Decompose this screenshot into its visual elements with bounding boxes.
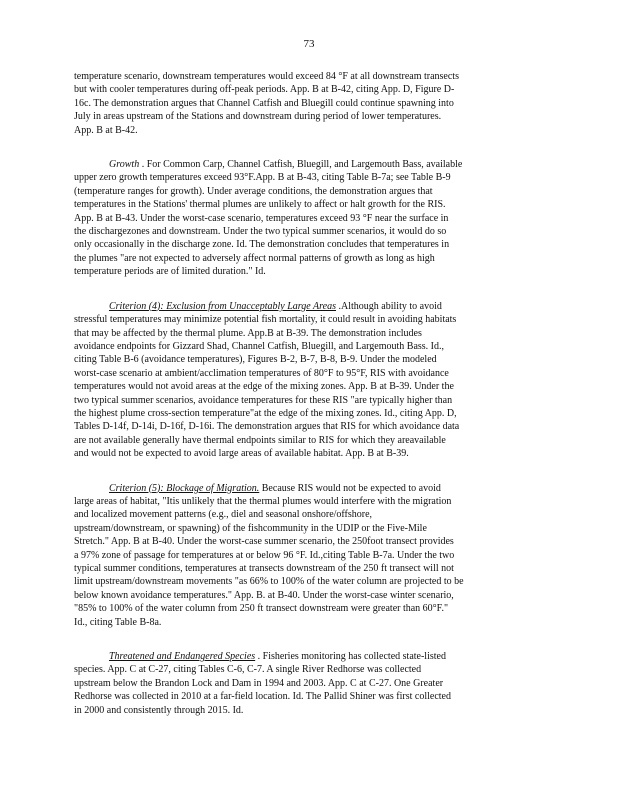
document-body: [74, 70, 546, 738]
text-line: temperatures in the Stations' thermal plumes are unlikely to affect or halt growth for the RIS.: [74, 199, 446, 211]
text-line: July in areas upstream of the Stations and downstream during period of lower temperatures.: [74, 111, 442, 123]
text-line: [74, 300, 546, 313]
text-line: [74, 158, 546, 171]
text-line: the plumes "are not expected to adversely affect normal patterns of growth as long as high: [74, 252, 435, 264]
text-line: a 97% zone of passage for temperatures at or below 96 °F. Id.,citing Table B-7a. Under the two: [74, 549, 455, 561]
text-line: temperatures would not avoid areas at the edge of the mixing zones. App. B at B-39. Under the: [74, 381, 454, 393]
text-line: Tables D-14f, D-14i, D-16f, D-16i. The demonstration argues that RIS for which avoidance data: [74, 421, 460, 433]
text-line: upstream below the Brandon Lock and Dam in 1994 and 2003. App. C at C-27. One Greater: [74, 677, 444, 689]
text-line: temperature scenario, downstream temperatures would exceed 84 °F at all downstream transects: [74, 71, 459, 82]
paragraph-threatened-endangered: [74, 650, 546, 717]
text-line: avoidance endpoints for Gizzard Shad, Channel Catfish, Bluegill, and Largemouth Bass. Id.,: [74, 340, 445, 352]
text-line: only occasionally in the discharge zone. Id. The demonstration concludes that temperatures in: [74, 239, 450, 251]
text-line: in 2000 and consistently through 2015. Id.: [74, 704, 244, 716]
text-line: and would not be expected to avoid large areas of available habitat. App. B at B-39.: [74, 448, 409, 460]
paragraph-spawning-continuation: [74, 70, 546, 137]
text-run: Because RIS would not be expected to avoid: [261, 482, 441, 494]
text-line: [74, 482, 546, 495]
section-heading-criterion-4: Criterion (4): Exclusion from Unacceptably Large Areas: [109, 300, 337, 312]
text-line: species. App. C at C-27, citing Tables C-6, C-7. A single River Redhorse was collected: [74, 664, 422, 676]
text-line: stressful temperatures may minimize potential fish mortality, it could result in avoiding habitats: [74, 314, 457, 326]
text-line: two typical summer scenarios, avoidance temperatures for these RIS "are typically higher than: [74, 394, 453, 406]
text-line: (temperature ranges for growth). Under average conditions, the demonstration argues that: [74, 185, 433, 197]
text-line: the highest plume cross-section temperature"at the edge of the mixing zones. Id., citing App. D,: [74, 407, 457, 419]
text-line: citing Table B-6 (avoidance temperatures), Figures B-2, B-7, B-8, B-9. Under the modeled: [74, 354, 437, 366]
text-line: "85% to 100% of the water column from 250 ft transect downstream were greater than 60°F.": [74, 603, 449, 615]
text-line: Id., citing Table B-8a.: [74, 616, 162, 628]
page-number: 73: [303, 38, 315, 50]
paragraph-growth: [74, 158, 546, 279]
text-line: App. B at B-42.: [74, 124, 138, 136]
text-line: App. B at B-43. Under the worst-case scenario, temperatures exceed 93 °F near the surface in: [74, 212, 449, 224]
text-line: but with cooler temperatures during off-peak periods. App. B at B-42, citing App. D, Figure D-: [74, 84, 455, 96]
text-line: the dischargezones and downstream. Under the two typical summer scenarios, it would do so: [74, 226, 447, 238]
paragraph-criterion-4: [74, 300, 546, 461]
text-line: upstream/downstream, or spawning) of the fishcommunity in the UDIP or the Five-Mile: [74, 522, 427, 534]
paragraph-criterion-5: [74, 482, 546, 629]
text-run: . Fisheries monitoring has collected state-listed: [257, 651, 446, 663]
section-heading-growth: Growth: [109, 159, 140, 171]
text-line: are not available generally have thermal endpoints similar to RIS for which they areavailable: [74, 434, 446, 446]
section-heading-criterion-5: Criterion (5): Blockage of Migration.: [109, 482, 260, 494]
text-line: typical summer conditions, temperatures at transects downstream of the 250 ft transect will not: [74, 563, 454, 574]
text-line: limit upstream/downstream movements "as 66% to 100% of the water column are projected to be: [74, 576, 464, 588]
text-run: .Although ability to avoid: [338, 300, 442, 312]
text-run: . For Common Carp, Channel Catfish, Bluegill, and Largemouth Bass, available: [141, 159, 463, 171]
text-line: upper zero growth temperatures exceed 93°F.App. B at B-43, citing Table B-7a; see Table B-9: [74, 172, 451, 184]
text-line: temperature periods are of limited duration." Id.: [74, 266, 266, 278]
text-line: below known avoidance temperatures." App. B. at B-40. Under the worst-case winter scenario,: [74, 589, 454, 601]
text-line: that may be affected by the thermal plume. App.B at B-39. The demonstration includes: [74, 327, 422, 339]
text-line: large areas of habitat, "Itis unlikely that the thermal plumes would interfere with the migration: [74, 495, 452, 507]
text-line: Redhorse was collected in 2010 at a far-field location. Id. The Pallid Shiner was first collected: [74, 691, 451, 703]
section-heading-threatened-endangered: Threatened and Endangered Species: [109, 651, 256, 663]
text-line: Stretch." App. B at B-40. Under the worst-case summer scenario, the 250foot transect provides: [74, 536, 454, 548]
text-line: and localized movement patterns (e.g., diel and seasonal onshore/offshore,: [74, 509, 373, 521]
text-line: worst-case scenario at ambient/acclimation temperatures of 80°F to 95°F, RIS with avoidance: [74, 367, 449, 379]
text-line: 16c. The demonstration argues that Channel Catfish and Bluegill could continue spawning into: [74, 97, 454, 109]
text-line: [74, 650, 546, 663]
